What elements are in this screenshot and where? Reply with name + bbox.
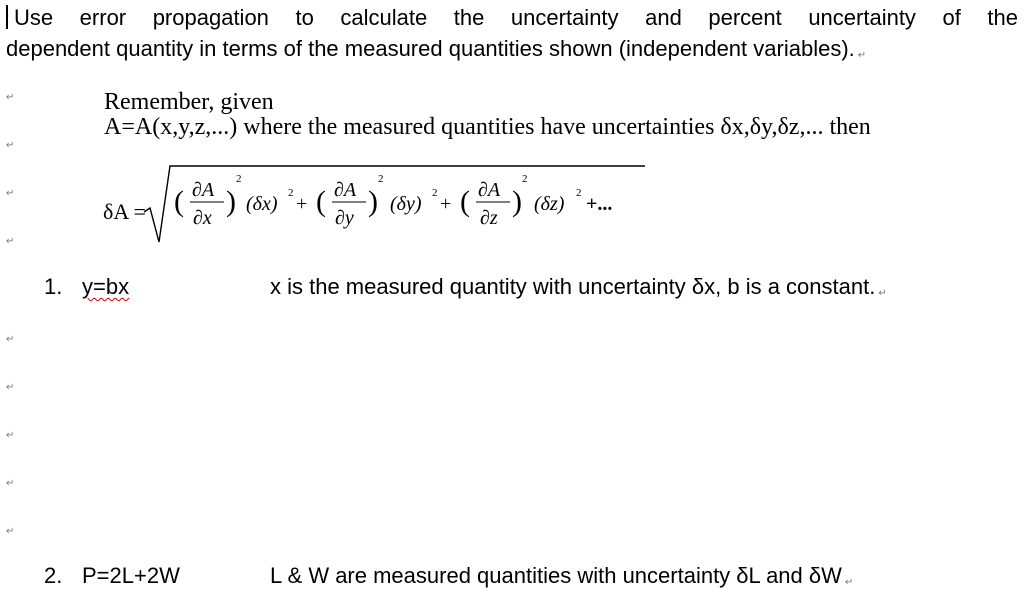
left-paren: ( bbox=[174, 185, 184, 218]
paragraph-mark-icon: ↵ bbox=[857, 50, 867, 61]
exponent: 2 bbox=[576, 187, 582, 199]
plus-sign: + bbox=[296, 193, 308, 215]
partial-den-y: ∂y bbox=[335, 207, 354, 229]
problem-1-description-text: x is the measured quantity with uncertainty δx, b is a constant. bbox=[270, 274, 876, 299]
delta-z-term: (δz) bbox=[534, 193, 565, 215]
exponent: 2 bbox=[288, 187, 294, 199]
problem-1-equation: y=bx bbox=[82, 274, 130, 299]
plus-sign: + bbox=[440, 193, 452, 215]
problem-2-description-text: L & W are measured quantities with uncertainty δL and δW bbox=[270, 563, 842, 588]
left-paren: ( bbox=[460, 185, 470, 218]
exponent: 2 bbox=[236, 173, 242, 185]
exponent: 2 bbox=[522, 173, 528, 185]
formula-svg bbox=[140, 160, 660, 250]
right-paren: ) bbox=[226, 185, 236, 218]
remember-line-1: Remember, given bbox=[104, 89, 274, 115]
instruction-line-2: dependent quantity in terms of the measured quantities shown (independent variables). bbox=[6, 36, 855, 61]
partial-num-x: ∂A bbox=[192, 179, 215, 201]
problem-1-description bbox=[270, 274, 887, 300]
delta-y-term: (δy) bbox=[390, 193, 422, 215]
exponent: 2 bbox=[432, 187, 438, 199]
right-paren: ) bbox=[512, 185, 522, 218]
remember-line-2: A=A(x,y,z,...) where the measured quantities have uncertainties δx,δy,δz,... then bbox=[104, 114, 871, 140]
problem-2-description bbox=[270, 563, 853, 589]
paragraph-mark-icon: ↵ bbox=[6, 334, 15, 345]
problem-2-equation: P=2L+2W bbox=[82, 563, 180, 588]
instruction-line-1: Use error propagation to calculate the uncertainty and percent uncertainty of the bbox=[14, 5, 1018, 30]
paragraph-mark-icon: ↵ bbox=[6, 236, 15, 247]
partial-den-z: ∂z bbox=[480, 207, 498, 229]
right-paren: ) bbox=[368, 185, 378, 218]
paragraph-mark-icon: ↵ bbox=[878, 288, 887, 299]
paragraph-mark-icon: ↵ bbox=[6, 478, 15, 489]
paragraph-mark-icon: ↵ bbox=[6, 430, 15, 441]
paragraph-mark-icon: ↵ bbox=[6, 140, 15, 151]
paragraph-mark-icon: ↵ bbox=[6, 382, 15, 393]
exponent: 2 bbox=[378, 173, 384, 185]
trailing-ellipsis: +... bbox=[586, 193, 613, 215]
problem-1-number: 1. bbox=[44, 274, 63, 299]
remember-block bbox=[104, 90, 871, 140]
error-propagation-formula bbox=[140, 160, 660, 255]
partial-den-x: ∂x bbox=[193, 207, 212, 229]
paragraph-mark-icon: ↵ bbox=[6, 526, 15, 537]
instruction-paragraph bbox=[6, 2, 1018, 71]
partial-num-z: ∂A bbox=[478, 179, 501, 201]
partial-num-y: ∂A bbox=[334, 179, 357, 201]
paragraph-mark-icon: ↵ bbox=[6, 92, 15, 103]
formula-lhs: δA = bbox=[103, 199, 146, 224]
paragraph-mark-icon: ↵ bbox=[6, 188, 15, 199]
delta-x-term: (δx) bbox=[246, 193, 278, 215]
paragraph-mark-icon: ↵ bbox=[844, 577, 854, 588]
text-cursor bbox=[6, 5, 8, 29]
problem-2-number: 2. bbox=[44, 563, 63, 588]
left-paren: ( bbox=[316, 185, 326, 218]
